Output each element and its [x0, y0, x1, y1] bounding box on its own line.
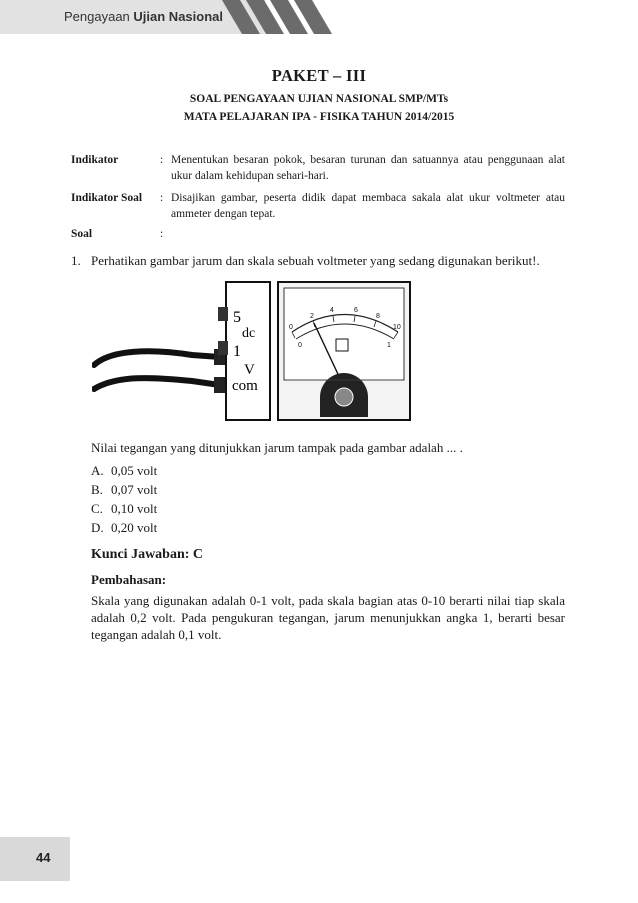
scale-upper-4: 4 — [330, 307, 334, 314]
terminal-5-plug — [218, 307, 228, 321]
zero-adjust-screw — [335, 388, 353, 406]
scale-lower-1: 1 — [387, 342, 391, 349]
v-label: V — [244, 362, 255, 378]
pembahasan-heading: Pembahasan: — [91, 572, 167, 587]
option-c-text: 0,10 volt — [111, 501, 158, 516]
page-number-box — [0, 837, 70, 881]
header-title — [64, 9, 223, 24]
terminal-1-plug — [218, 341, 228, 355]
option-c — [91, 501, 157, 517]
meter-dial — [284, 288, 404, 380]
voltmeter-figure — [92, 277, 414, 427]
probe-cable-upper — [94, 351, 220, 365]
scale-lower-0: 0 — [298, 342, 302, 349]
header-stripes — [222, 0, 332, 34]
com-label: com — [232, 378, 258, 394]
scale-upper-2: 2 — [310, 313, 314, 320]
dc-label: dc — [242, 326, 256, 341]
option-b-text: 0,07 volt — [111, 482, 158, 497]
scale-upper-8: 8 — [376, 313, 380, 320]
scale-upper-6: 6 — [354, 307, 358, 314]
meta-indikator-label: Indikator — [71, 154, 119, 166]
option-d — [91, 520, 157, 536]
page-title: PAKET – III — [271, 66, 367, 85]
meta-indikator-soal-label: Indikator Soal — [71, 192, 143, 204]
question-number: 1. — [71, 253, 81, 268]
header-bold: Ujian Nasional — [133, 9, 223, 24]
meta-soal-label: Soal — [71, 228, 93, 240]
option-a-letter: A. — [91, 463, 104, 478]
question-intro: Perhatikan gambar jarum dan skala sebuah voltmeter yang sedang digunakan berikut!. — [91, 253, 540, 268]
header-prefix: Pengayaan — [64, 9, 134, 24]
option-a-text: 0,05 volt — [111, 463, 158, 478]
meta-indikator-soal-text: Disajikan gambar, peserta didik dapat membaca sakala alat ukur voltmeter atau ammeter dengan tepat. — [171, 192, 565, 220]
option-c-letter: C. — [91, 501, 103, 516]
terminal-5-label: 5 — [233, 309, 241, 326]
question-prompt: Nilai tegangan yang ditunjukkan jarum tampak pada gambar adalah ... . — [91, 440, 463, 455]
meta-indikator-colon: : — [160, 154, 164, 166]
subtitle-2: MATA PELAJARAN IPA - FISIKA TAHUN 2014/2015 — [183, 111, 455, 123]
scale-upper-0: 0 — [289, 324, 293, 331]
pembahasan-text: Skala yang digunakan adalah 0-1 volt, pada skala bagian atas 0-10 berarti nilai tiap skala adalah 0,2 volt. Pada pengukuran tegangan, jarum menunjukkan angka 1, berarti besar tegangan adalah 0,1 volt. — [91, 593, 565, 642]
answer-key: Kunci Jawaban: C — [91, 547, 204, 562]
option-d-letter: D. — [91, 520, 104, 535]
option-b — [91, 482, 157, 498]
option-b-letter: B. — [91, 482, 103, 497]
meta-indikator-soal-colon: : — [160, 192, 164, 204]
subtitle-1: SOAL PENGAYAAN UJIAN NASIONAL SMP/MTs — [189, 93, 449, 105]
meta-indikator-text: Menentukan besaran pokok, besaran turunan dan satuannya atau penggunaan alat ukur dalam kehidupan sehari-hari. — [171, 154, 565, 182]
terminal-1-label: 1 — [233, 343, 241, 360]
option-d-text: 0,20 volt — [111, 520, 158, 535]
page-number: 44 — [36, 850, 51, 865]
probe-cable-lower — [94, 378, 220, 389]
option-a — [91, 463, 157, 479]
scale-upper-10: 10 — [393, 324, 401, 331]
meta-soal-colon: : — [160, 228, 164, 240]
